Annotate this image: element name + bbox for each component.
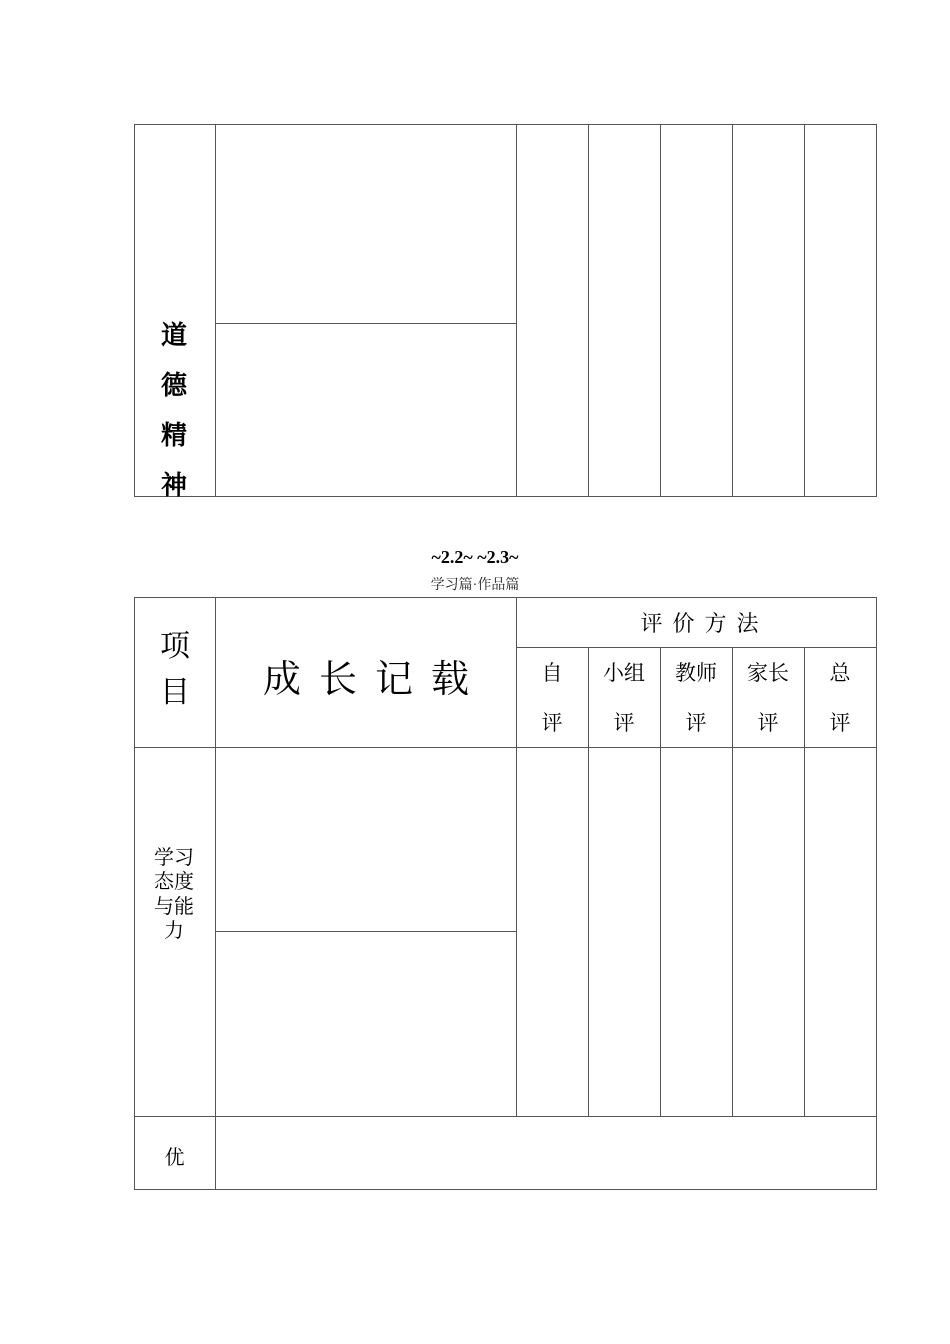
- col-head-line2: 评: [829, 711, 851, 735]
- col-head-line1: 小组: [603, 661, 645, 685]
- top-table-divider: [804, 124, 805, 497]
- moral-spirit-label: 道德精神: [160, 321, 187, 501]
- top-table-divider: [516, 124, 517, 497]
- evaluation-method-header: 评价方法: [640, 612, 769, 637]
- col-head-line2: 评: [541, 711, 563, 735]
- top-table-divider: [215, 124, 216, 497]
- excellence-label: 优: [164, 1145, 185, 1169]
- item-header: 项目: [160, 629, 190, 710]
- col-head-line1: 自: [541, 661, 563, 685]
- table-divider: [215, 597, 216, 1190]
- page-subtitle: 学习篇·作品篇: [430, 578, 520, 593]
- page-number: ~2.2~ ~2.3~: [431, 547, 519, 567]
- col-head-line1: 家长: [747, 661, 789, 685]
- learning-attitude-label: 学习态度与能力: [154, 845, 194, 943]
- col-head-line1: 教师: [675, 661, 717, 685]
- record-split-line: [215, 931, 516, 932]
- top-table-border: [134, 124, 877, 497]
- col-head-line2: 评: [613, 711, 635, 735]
- top-table-record-split: [215, 323, 516, 324]
- top-table-divider: [732, 124, 733, 497]
- top-table-divider: [588, 124, 589, 497]
- top-table-divider: [660, 124, 661, 497]
- row-split-line: [134, 1116, 877, 1117]
- growth-record-header: 成长记载: [262, 657, 487, 701]
- col-head-line2: 评: [685, 711, 707, 735]
- col-head-line1: 总: [829, 661, 851, 685]
- col-head-line2: 评: [757, 711, 779, 735]
